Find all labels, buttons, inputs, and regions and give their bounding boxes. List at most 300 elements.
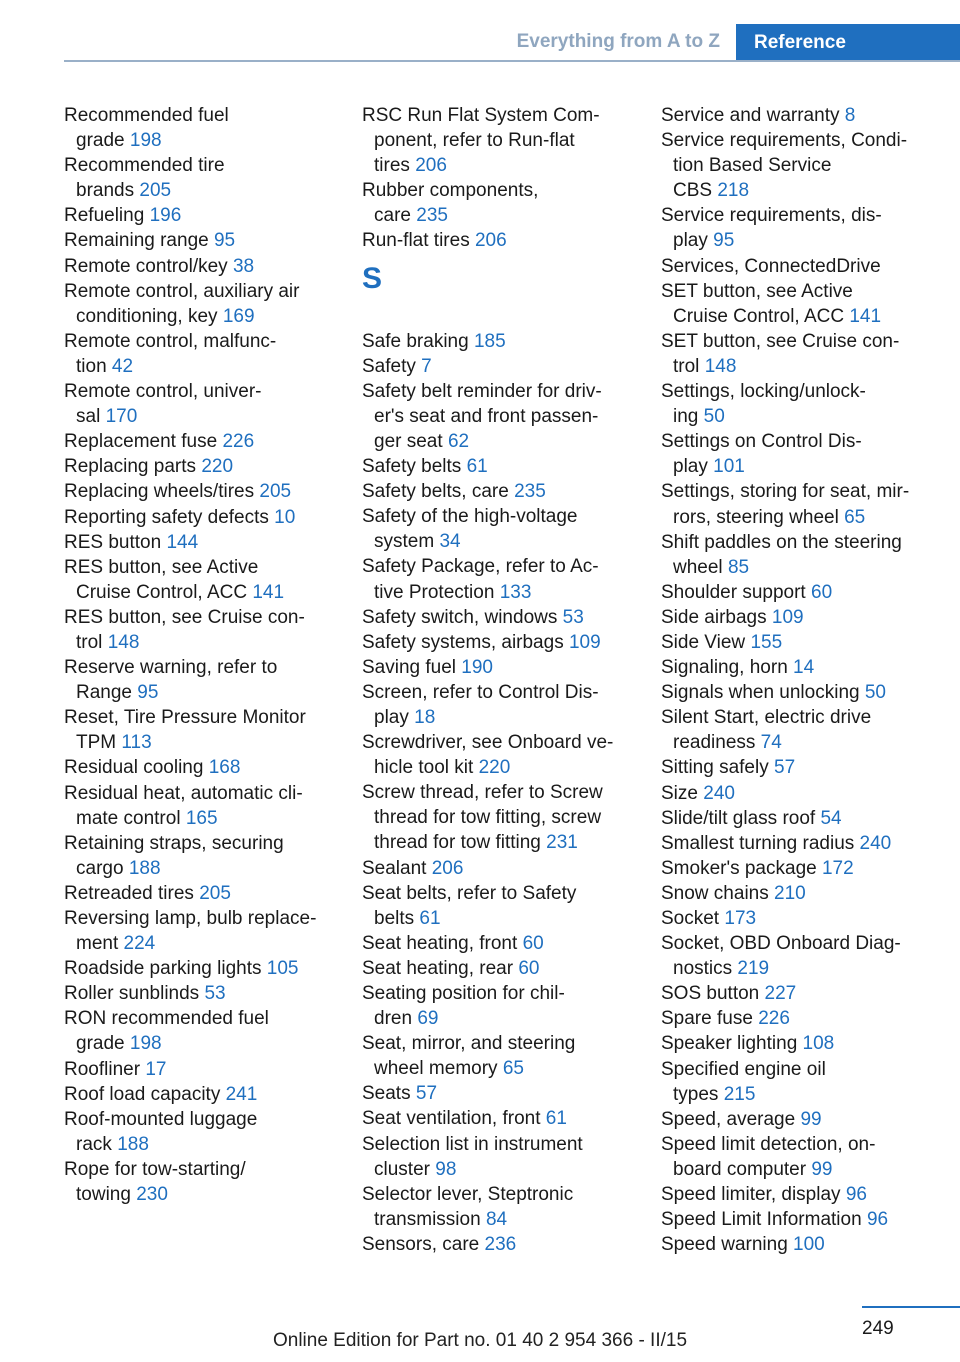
page-reference-link[interactable]: 96 <box>866 1209 889 1231</box>
entry-text: Selector lever, Steptronic <box>362 1183 574 1205</box>
entry-text: Run-flat tires <box>362 230 470 252</box>
page-reference-link[interactable]: 198 <box>129 1033 162 1055</box>
entry-text: Remote control, auxiliary air <box>64 280 300 302</box>
entry-text: Settings, locking/unlock- <box>661 381 866 403</box>
page-reference-link[interactable]: 220 <box>478 757 511 779</box>
entry-text: Services, ConnectedDrive <box>661 255 881 277</box>
index-entry <box>64 755 336 780</box>
entry-text: transmission <box>374 1208 481 1230</box>
page-reference-link[interactable]: 215 <box>723 1083 756 1105</box>
page-reference-link[interactable]: 108 <box>802 1033 835 1055</box>
entry-text: play <box>673 230 708 252</box>
page-reference-link[interactable]: 206 <box>415 155 447 177</box>
entry-text: Sensors, care <box>362 1233 480 1255</box>
entry-text: ger seat <box>374 430 443 452</box>
entry-text: rors, steering wheel <box>673 506 839 528</box>
entry-text: trol <box>673 355 700 377</box>
index-entry <box>64 329 336 379</box>
entry-text: towing <box>76 1184 131 1206</box>
page-reference-link[interactable]: 105 <box>266 958 299 980</box>
page-reference-link[interactable]: 210 <box>774 882 806 904</box>
page-reference-link[interactable]: 226 <box>758 1008 790 1030</box>
page-reference-link[interactable]: 34 <box>439 531 461 553</box>
index-column-2 <box>362 103 634 1257</box>
index-entry <box>362 1106 634 1131</box>
page-reference-link[interactable]: 57 <box>415 1083 438 1105</box>
entry-text: RSC Run Flat System Com- <box>362 105 600 126</box>
entry-text: Shift paddles on the steering <box>661 531 902 553</box>
index-entry <box>661 1057 933 1107</box>
entry-text: care <box>374 205 411 227</box>
page-reference-link[interactable]: 220 <box>201 456 234 478</box>
page-reference-link[interactable]: 84 <box>485 1208 508 1230</box>
page-reference-link[interactable]: 206 <box>474 230 507 252</box>
index-entry <box>64 530 336 555</box>
page-number-rule <box>862 1306 960 1308</box>
entry-text: ponent, refer to Run-flat <box>374 130 575 152</box>
entry-text: Refueling <box>64 205 145 227</box>
footer-edition: Online Edition for Part no. 01 40 2 954 366 - II/15 <box>272 1330 688 1351</box>
index-entry <box>661 655 933 680</box>
entry-text: grade <box>76 130 125 152</box>
page-reference-link[interactable]: 172 <box>821 857 854 879</box>
page-reference-link[interactable]: 65 <box>502 1058 524 1080</box>
entry-text: Rubber components, <box>362 180 539 202</box>
page-reference-link[interactable]: 101 <box>713 456 745 478</box>
index-entry <box>661 881 933 906</box>
entry-text: RON recommended fuel <box>64 1008 269 1030</box>
page-reference-link[interactable]: 190 <box>461 656 493 678</box>
page-reference-link[interactable]: 17 <box>145 1058 167 1080</box>
index-entry <box>64 1107 336 1157</box>
entry-text: SET button, see Cruise con- <box>661 330 900 352</box>
index-column-3 <box>661 103 933 1257</box>
index-entry <box>661 1107 933 1132</box>
page-reference-link[interactable]: 198 <box>129 130 162 152</box>
entry-text: Safety belts, care <box>362 481 509 503</box>
entry-text: thread for tow fitting, screw <box>374 807 602 829</box>
index-entry <box>661 279 933 329</box>
entry-text: board computer <box>673 1158 807 1180</box>
entry-text: Slide/tilt glass roof <box>661 807 816 829</box>
entry-text: hicle tool kit <box>374 757 474 779</box>
index-entry <box>362 554 634 604</box>
entry-text: dren <box>374 1008 413 1030</box>
page-reference-link[interactable]: 205 <box>259 481 292 503</box>
entry-text: Roofliner <box>64 1058 141 1080</box>
index-entry <box>64 479 336 504</box>
index-entry <box>661 630 933 655</box>
index-entry <box>661 429 933 479</box>
entry-text: Speed limit detection, on- <box>661 1133 876 1155</box>
entry-text: Roadside parking lights <box>64 958 262 980</box>
entry-text: Socket <box>661 908 720 929</box>
entry-text: play <box>673 456 708 478</box>
index-entry <box>362 780 634 855</box>
entry-text: Replacement fuse <box>64 431 218 453</box>
index-entry <box>64 1082 336 1107</box>
index-entry <box>661 128 933 203</box>
index-entry <box>661 931 933 981</box>
entry-text: grade <box>76 1033 125 1055</box>
page-reference-link[interactable]: 10 <box>274 506 296 528</box>
entry-text: ment <box>76 933 119 955</box>
entry-text: Seat belts, refer to Safety <box>362 882 577 904</box>
entry-text: readiness <box>673 732 756 754</box>
entry-text: Safety switch, windows <box>362 606 558 628</box>
page-reference-link[interactable]: 231 <box>546 832 578 854</box>
index-entry <box>64 906 336 956</box>
index-entry <box>64 831 336 881</box>
index-entry <box>661 530 933 580</box>
entry-text: Service requirements, Condi- <box>661 130 908 152</box>
page-reference-link[interactable]: 141 <box>849 305 882 327</box>
page-reference-link[interactable]: 54 <box>820 807 842 829</box>
page-reference-link[interactable]: 227 <box>764 983 797 1005</box>
entry-text: Service requirements, dis- <box>661 205 882 227</box>
index-entry <box>64 153 336 203</box>
index-entry <box>362 329 634 354</box>
page-reference-link[interactable]: 99 <box>800 1108 822 1130</box>
page-reference-link[interactable]: 240 <box>703 782 735 804</box>
index-entry <box>362 630 634 655</box>
index-entry <box>661 379 933 429</box>
entry-text: Retreaded tires <box>64 882 194 904</box>
entry-text: Reset, Tire Pressure Monitor <box>64 707 306 729</box>
page-reference-link[interactable]: 85 <box>727 556 750 578</box>
entry-text: sal <box>76 406 101 428</box>
entry-text: mate control <box>76 807 181 829</box>
entry-text: Speed, average <box>661 1108 796 1130</box>
entry-text: Cruise Control, ACC <box>673 305 845 327</box>
entry-text: RES button, see Active <box>64 556 259 578</box>
index-entry <box>362 931 634 956</box>
page-reference-link[interactable]: 155 <box>750 631 783 653</box>
entry-text: Silent Start, electric drive <box>661 707 872 729</box>
page-reference-link[interactable]: 61 <box>545 1108 567 1130</box>
index-entry <box>64 781 336 831</box>
index-entry <box>661 479 933 529</box>
index-entry <box>362 730 634 780</box>
entry-text: Side View <box>661 631 746 653</box>
entry-text: Speed limiter, display <box>661 1184 841 1206</box>
entry-text: cargo <box>76 857 124 879</box>
index-entry <box>661 1006 933 1031</box>
entry-text: Recommended tire <box>64 155 225 177</box>
index-entry <box>64 705 336 755</box>
index-entry <box>661 254 933 279</box>
page-reference-link[interactable]: 188 <box>117 1133 149 1155</box>
entry-text: Smoker's package <box>661 857 817 879</box>
index-entry <box>362 354 634 379</box>
index-entry <box>661 1031 933 1056</box>
index-entry <box>362 479 634 504</box>
page-reference-link[interactable]: 95 <box>213 230 236 252</box>
entry-text: tion <box>76 355 107 377</box>
index-entry <box>64 881 336 906</box>
page-reference-link[interactable]: 205 <box>199 882 231 904</box>
page-reference-link[interactable]: 205 <box>139 180 172 202</box>
entry-text: Remote control/key <box>64 255 228 277</box>
entry-text: Seat heating, rear <box>362 957 514 979</box>
page-reference-link[interactable]: 235 <box>514 481 546 503</box>
entry-text: Safety Package, refer to Ac- <box>362 556 599 578</box>
entry-text: Residual heat, automatic cli- <box>64 782 303 804</box>
index-entry <box>661 981 933 1006</box>
index-entry <box>661 856 933 881</box>
index-entry <box>661 705 933 755</box>
page-reference-link[interactable]: 241 <box>225 1083 258 1105</box>
page-reference-link[interactable]: 50 <box>864 682 886 704</box>
page-reference-link[interactable]: 218 <box>717 180 750 202</box>
entry-text: Safety <box>362 355 416 377</box>
index-column-1 <box>64 103 336 1207</box>
entry-text: Snow chains <box>661 882 769 904</box>
page-reference-link[interactable]: 53 <box>204 983 226 1005</box>
entry-text: types <box>673 1083 719 1105</box>
entry-text: SET button, see Active <box>661 280 853 302</box>
index-entry <box>362 103 634 178</box>
index-entry <box>64 1057 336 1082</box>
entry-text: system <box>374 531 435 553</box>
page-reference-link[interactable]: 144 <box>166 531 199 553</box>
page-reference-link[interactable]: 169 <box>222 305 255 327</box>
entry-text: Side airbags <box>661 606 767 628</box>
page-reference-link[interactable]: 109 <box>568 631 601 653</box>
entry-text: Screwdriver, see Onboard ve- <box>362 732 614 754</box>
entry-text: Safe braking <box>362 330 469 352</box>
page-reference-link[interactable]: 188 <box>128 857 161 879</box>
entry-text: Settings on Control Dis- <box>661 431 862 453</box>
index-entry <box>661 103 933 128</box>
entry-text: Safety systems, airbags <box>362 631 564 653</box>
page-reference-link[interactable]: 230 <box>136 1184 168 1206</box>
entry-text: Roof load capacity <box>64 1083 221 1105</box>
entry-text: Seating position for chil- <box>362 983 565 1004</box>
entry-text: trol <box>76 631 103 653</box>
page-reference-link[interactable]: 8 <box>844 105 856 126</box>
index-entry <box>362 680 634 730</box>
entry-text: Signals when unlocking <box>661 682 860 704</box>
index-entry <box>362 228 634 253</box>
page-reference-link[interactable]: 98 <box>435 1158 457 1180</box>
page-reference-link[interactable]: 50 <box>703 406 725 428</box>
entry-text: Specified engine oil <box>661 1058 826 1080</box>
page-reference-link[interactable]: 95 <box>713 230 735 252</box>
index-entry <box>661 580 933 605</box>
page-reference-link[interactable]: 60 <box>518 957 540 979</box>
index-entry <box>362 655 634 680</box>
index-entry <box>362 1182 634 1232</box>
entry-text: tion Based Service <box>673 155 832 177</box>
entry-text: Settings, storing for seat, mir- <box>661 481 910 503</box>
index-entry <box>362 956 634 981</box>
page-reference-link[interactable]: 224 <box>123 933 156 955</box>
page-reference-link[interactable]: 53 <box>562 606 584 628</box>
index-entry <box>64 454 336 479</box>
index-entry <box>661 1232 933 1257</box>
entry-text: Speed Limit Information <box>661 1209 862 1231</box>
entry-text: Service and warranty <box>661 105 840 126</box>
page-reference-link[interactable]: 42 <box>111 355 134 377</box>
entry-text: Shoulder support <box>661 581 806 603</box>
index-entry <box>362 605 634 630</box>
page-reference-link[interactable]: 109 <box>771 606 804 628</box>
page-reference-link[interactable]: 141 <box>252 581 285 603</box>
page-reference-link[interactable]: 62 <box>447 430 470 452</box>
index-entry <box>362 178 634 228</box>
index-entry <box>362 981 634 1031</box>
entry-text: Safety belts <box>362 456 462 478</box>
page-reference-link[interactable]: 170 <box>105 406 138 428</box>
page-reference-link[interactable]: 95 <box>137 682 159 704</box>
page-reference-link[interactable]: 69 <box>417 1008 439 1030</box>
index-entry <box>64 1006 336 1056</box>
page-reference-link[interactable]: 165 <box>185 807 218 829</box>
entry-text: Remaining range <box>64 230 209 252</box>
page-reference-link[interactable]: 226 <box>222 431 255 453</box>
entry-text: Replacing wheels/tires <box>64 481 255 503</box>
index-entry <box>362 1081 634 1106</box>
entry-text: er's seat and front passen- <box>374 405 599 427</box>
page-reference-link[interactable]: 236 <box>484 1233 517 1255</box>
entry-text: tires <box>374 155 410 177</box>
entry-text: Retaining straps, securing <box>64 832 284 854</box>
entry-text: Selection list in instrument <box>362 1133 583 1155</box>
entry-text: Replacing parts <box>64 456 197 478</box>
page-reference-link[interactable]: 99 <box>811 1158 833 1180</box>
entry-text: Safety of the high-voltage <box>362 506 578 528</box>
index-entry <box>64 981 336 1006</box>
entry-text: RES button, see Cruise con- <box>64 606 305 628</box>
page-reference-link[interactable]: 61 <box>466 456 488 478</box>
entry-text: CBS <box>673 180 713 202</box>
entry-text: Seat ventilation, front <box>362 1108 541 1130</box>
header-tab-reference: Reference <box>736 24 960 62</box>
entry-text: Spare fuse <box>661 1008 753 1030</box>
entry-text: rack <box>76 1133 112 1155</box>
index-entry <box>661 755 933 780</box>
index-entry <box>661 831 933 856</box>
page-reference-link[interactable]: 38 <box>232 255 255 277</box>
index-entry <box>362 1031 634 1081</box>
page-reference-link[interactable]: 18 <box>414 706 436 728</box>
entry-text: Sealant <box>362 857 427 879</box>
index-entry <box>362 379 634 454</box>
entry-text: cluster <box>374 1158 430 1180</box>
index-entry <box>64 203 336 228</box>
entry-text: belts <box>374 907 415 929</box>
index-entry <box>661 680 933 705</box>
page-reference-link[interactable]: 14 <box>793 657 815 679</box>
page-reference-link[interactable]: 100 <box>793 1234 825 1256</box>
index-entry <box>64 103 336 153</box>
index-entry <box>661 1132 933 1182</box>
page-reference-link[interactable]: 173 <box>724 908 757 929</box>
index-entry <box>64 228 336 253</box>
header-divider <box>64 60 960 62</box>
page-reference-link[interactable]: 240 <box>859 832 892 854</box>
index-entry <box>661 605 933 630</box>
entry-text: conditioning, key <box>76 305 218 327</box>
entry-text: Remote control, univer- <box>64 381 262 403</box>
index-entry <box>661 1207 933 1232</box>
entry-text: brands <box>76 180 135 202</box>
index-entry <box>64 505 336 530</box>
entry-text: Size <box>661 782 698 804</box>
entry-text: Safety belt reminder for driv- <box>362 380 602 402</box>
entry-text: TPM <box>76 732 117 754</box>
entry-text: Seats <box>362 1083 411 1105</box>
entry-text: RES button <box>64 531 162 553</box>
page-reference-link[interactable]: 148 <box>704 355 737 377</box>
entry-text: Reporting safety defects <box>64 506 269 528</box>
entry-text: Screw thread, refer to Screw <box>362 782 603 804</box>
page-reference-link[interactable]: 74 <box>760 732 782 754</box>
page-reference-link[interactable]: 96 <box>845 1184 867 1206</box>
page-reference-link[interactable]: 57 <box>774 757 796 779</box>
page-reference-link[interactable]: 113 <box>121 732 152 754</box>
page-header <box>64 24 960 62</box>
entry-text: Seat heating, front <box>362 932 518 954</box>
entry-text: Roof-mounted luggage <box>64 1108 258 1130</box>
page-reference-link[interactable]: 185 <box>473 330 506 352</box>
entry-text: SOS button <box>661 983 760 1005</box>
index-entry <box>362 1232 634 1257</box>
entry-text: Signaling, horn <box>661 657 788 679</box>
entry-text: Reserve warning, refer to <box>64 657 278 679</box>
page-reference-link[interactable]: 168 <box>208 757 241 779</box>
entry-text: nostics <box>673 958 733 980</box>
entry-text: Remote control, malfunc- <box>64 330 277 352</box>
page-reference-link[interactable]: 196 <box>149 205 182 227</box>
page-number: 249 <box>862 1318 894 1339</box>
page-reference-link[interactable]: 206 <box>431 857 464 879</box>
entry-text: Speaker lighting <box>661 1033 798 1055</box>
page-reference-link[interactable]: 65 <box>844 506 866 528</box>
index-entry <box>64 279 336 329</box>
index-entry <box>362 881 634 931</box>
page-reference-link[interactable]: 219 <box>737 958 770 980</box>
page-reference-link[interactable]: 60 <box>811 581 833 603</box>
index-entry <box>661 806 933 831</box>
entry-text: play <box>374 706 409 728</box>
entry-text: Seat, mirror, and steering <box>362 1033 576 1055</box>
entry-text: Sitting safely <box>661 757 769 779</box>
index-entry <box>64 254 336 279</box>
index-entry <box>661 906 933 931</box>
page-reference-link[interactable]: 60 <box>522 932 544 954</box>
index-entry <box>661 203 933 253</box>
page-reference-link[interactable]: 235 <box>416 205 448 227</box>
index-entry <box>64 429 336 454</box>
index-entry <box>362 454 634 479</box>
page-reference-link[interactable]: 133 <box>499 581 532 603</box>
index-entry <box>64 555 336 605</box>
page-reference-link[interactable]: 61 <box>419 907 441 929</box>
index-entry <box>64 655 336 705</box>
entry-text: Residual cooling <box>64 757 204 779</box>
entry-text: Rope for tow-starting/ <box>64 1158 246 1180</box>
page-reference-link[interactable]: 7 <box>421 355 432 377</box>
index-entry <box>64 605 336 655</box>
entry-text: Smallest turning radius <box>661 832 855 854</box>
page-reference-link[interactable]: 148 <box>107 631 140 653</box>
entry-text: Roller sunblinds <box>64 983 200 1005</box>
entry-text: tive Protection <box>374 581 495 603</box>
index-entry <box>661 1182 933 1207</box>
entry-text: Speed warning <box>661 1234 788 1256</box>
